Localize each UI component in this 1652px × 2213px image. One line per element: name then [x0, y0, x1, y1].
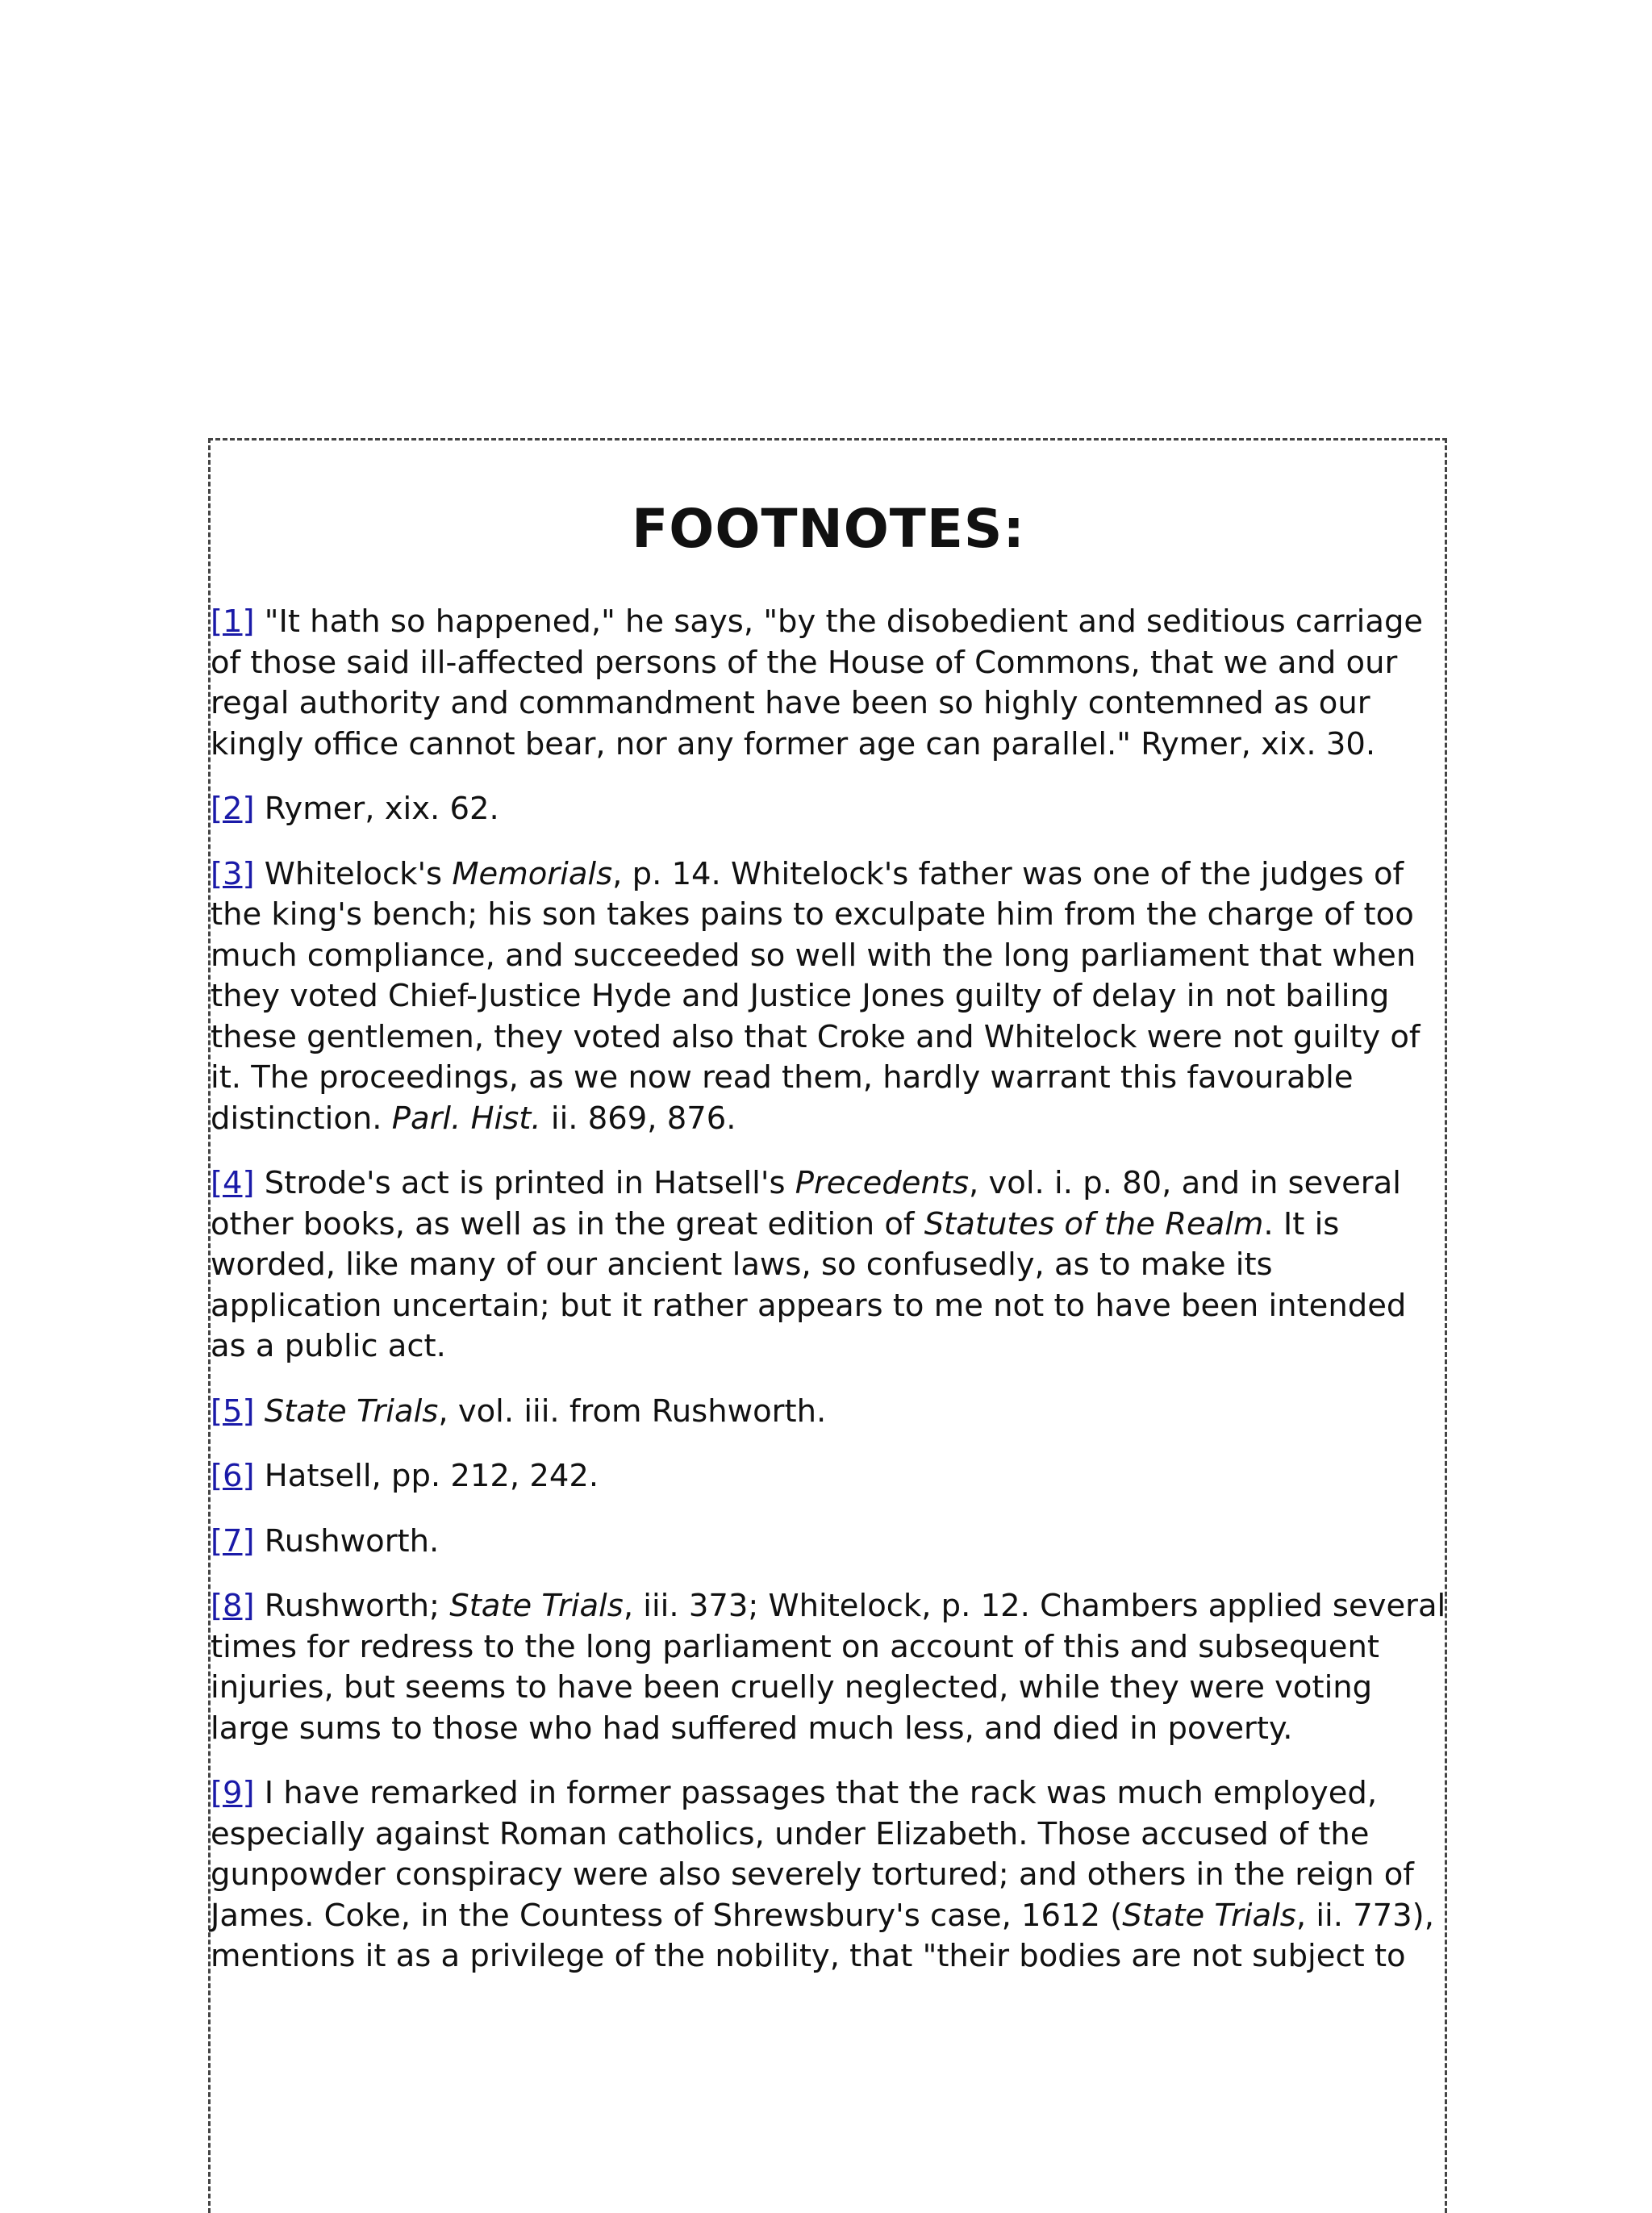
footnote-4: [211, 1163, 1446, 1367]
footnote-3-citation-parl-hist: Parl. Hist.: [391, 1100, 541, 1137]
footnote-7-text-0: Rushworth.: [254, 1522, 440, 1560]
footnote-6-ref-link[interactable]: [6]: [211, 1458, 255, 1494]
footnote-5-text-2: , vol. iii. from Rushworth.: [438, 1393, 827, 1430]
footnote-3-text-4: ii. 869, 876.: [540, 1100, 736, 1137]
footnotes-section: [211, 442, 1446, 2002]
footnote-6: [211, 1456, 1446, 1497]
footnote-5-ref-link[interactable]: [5]: [211, 1393, 255, 1430]
footnote-2: [211, 789, 1446, 830]
footnote-5-text-0: [255, 1393, 265, 1430]
footnote-8-text-2: , iii. 373; Whitelock, p. 12. Chambers applied several times for redress to the long parliament on account of this and subsequent injuries, but seems to have been cruelly neglected, while they were voting large sums to those who had suffered much less, and died in poverty.: [211, 1588, 1446, 1747]
footnote-5-citation-state-trials: State Trials: [264, 1393, 439, 1430]
footnote-4-citation-statutes: Statutes of the Realm: [924, 1205, 1264, 1242]
footnote-2-text-0: Rymer, xix. 62.: [254, 791, 499, 827]
footnote-1: [211, 602, 1446, 765]
footnotes-list: [211, 602, 1446, 1977]
footnote-3: [211, 854, 1446, 1140]
footnote-3-text-2: , p. 14. Whitelock's father was one of the judges of the king's bench; his son takes pains to exculpate him from the charge of too much compliance, and succeeded so well with the long parliament that when they voted Chief-Justice Hyde and Justice Jones guilty of delay in not bailing these gentlemen, they voted also that Croke and Whitelock were not guilty of it. The proceedings, as we now read them, hardly warrant this favourable distinction.: [211, 855, 1420, 1137]
footnote-2-ref-link[interactable]: [2]: [211, 791, 255, 827]
footnote-3-ref-link[interactable]: [3]: [211, 855, 255, 892]
footnote-4-citation-precedents: Precedents: [795, 1165, 970, 1201]
footnote-4-ref-link[interactable]: [4]: [211, 1165, 255, 1201]
footnote-7: [211, 1522, 1446, 1563]
footnote-8-ref-link[interactable]: [8]: [211, 1588, 255, 1624]
footnote-5: [211, 1392, 1446, 1433]
footnotes-heading: FOOTNOTES:: [632, 498, 1025, 560]
footnote-8: [211, 1586, 1446, 1749]
footnote-9-text-2: , ii. 773), mentions it as a privilege of the nobility, that "their bodies are not subject to: [211, 1897, 1434, 1974]
footnote-1-ref-link[interactable]: [1]: [211, 603, 255, 640]
footnote-9-text-0: I have remarked in former passages that the rack was much employed, especially against Roman catholics, under Elizabeth. Those accused of the gunpowder conspiracy were also severely tortured; and others in the reign of James. Coke, in the Countess of Shrewsbury's case, 1612 (: [211, 1775, 1414, 1934]
footnote-1-text-0: "It hath so happened," he says, "by the disobedient and seditious carriage of those said ill-affected persons of the House of Commons, that we and our regal authority and commandment have been so highly contemned as our kingly office cannot bear, nor any former age can parallel." Rymer, xix. 30.: [211, 603, 1424, 762]
footnote-3-text-0: Whitelock's: [254, 855, 453, 892]
footnote-6-text-0: Hatsell, pp. 212, 242.: [254, 1458, 599, 1494]
footnote-3-citation-memorials: Memorials: [452, 855, 613, 892]
footnote-9-ref-link[interactable]: [9]: [211, 1775, 255, 1811]
footnote-4-text-0: Strode's act is printed in Hatsell's: [254, 1165, 795, 1201]
footnote-4-text-2: , vol. i. p. 80, and in several other books, as well as in the great edition of: [211, 1165, 1401, 1242]
footnote-8-citation-state-trials: State Trials: [449, 1588, 624, 1624]
footnote-9-citation-state-trials: State Trials: [1122, 1897, 1296, 1934]
footnote-8-text-0: Rushworth;: [254, 1588, 450, 1624]
footnote-7-ref-link[interactable]: [7]: [211, 1522, 255, 1560]
footnote-4-text-4: . It is worded, like many of our ancient laws, so confusedly, as to make its application uncertain; but it rather appears to me not to have been intended as a public act.: [211, 1205, 1407, 1364]
footnote-9: [211, 1773, 1446, 1977]
